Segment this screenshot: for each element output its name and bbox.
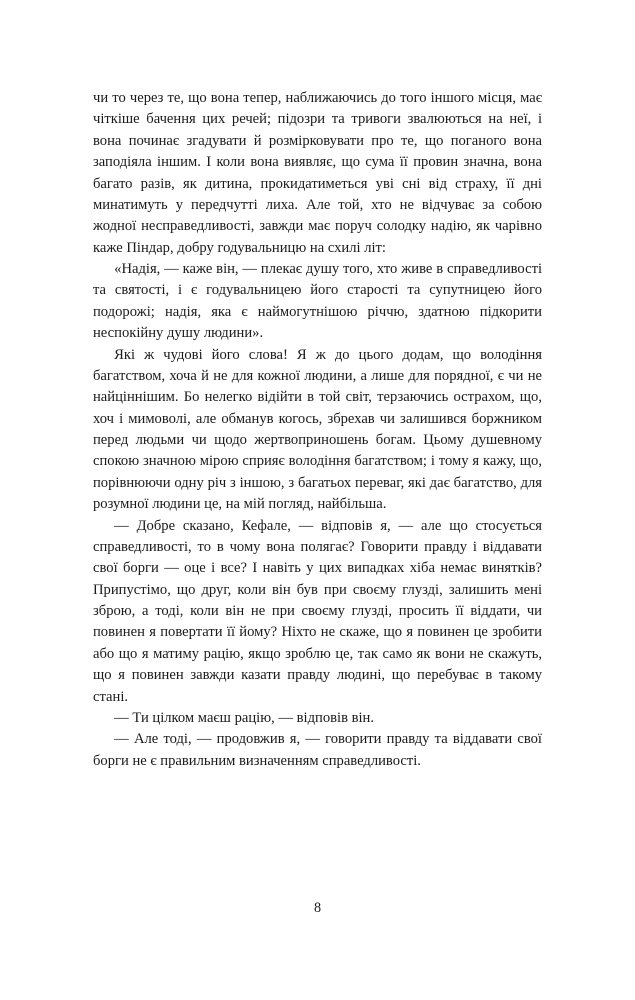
- paragraph: чи то через те, що вона тепер, наближаючись до того іншого місця, має чіткіше бачення цих речей; підозри та тривоги звалюються на неї, і вона починає згадувати й розмірковувати про те, що поганого вона заподіяла іншим. І коли вона виявляє, що сума її провин значна, вона багато разів, як дитина, прокидатиметься уві сні від страху, її дні минатимуть у передчутті лиха. Але той, хто не відчуває за собою жодної несправедливості, завжди має поруч солодку надію, як чарівно каже Піндар, добру годувальницю на схилі літ:: [93, 90, 542, 256]
- page-body-text: [93, 88, 542, 772]
- paragraph: — Добре сказано, Кефале, — відповів я, — але що стосується справедливості, то в чому вона полягає? Говорити правду і віддавати свої борги — оце і все? І навіть у цих випадках хіба немає винятків? Припустімо, що друг, коли він був при своєму глузді, залишить мені зброю, а тоді, коли він не при своєму глузді, просить її віддати, чи повинен я повертати її йому? Ніхто не скаже, що я повинен це зробити або що я матиму рацію, якщо зроблю це, так само як вони не скажуть, що я повинен завжди казати правду людині, що перебуває в такому стані.: [93, 517, 542, 705]
- page-number: 8: [313, 900, 322, 916]
- paragraph: «Надія, — каже він, — плекає душу того, хто живе в справедливості та святості, і є годувальницею його старості та супутницею його подорожі; надія, яка є наймогутнішою річчю, здатною підкорити неспокійну душу людини».: [93, 261, 542, 342]
- paragraph: — Але тоді, — продовжив я, — говорити правду та віддавати свої борги не є правильним визначенням справедливості.: [93, 731, 542, 769]
- paragraph: Які ж чудові його слова! Я ж до цього додам, що володіння багатством, хоча й не для кожної людини, а лише для порядної, є чи не найціннішим. Бо нелегко відійти в той світ, терзаючись острахом, що, хоч і мимоволі, але обманув когось, збрехав чи залишився боржником перед людьми чи щодо жертвоприношень богам. Цьому душевному спокою значною мірою сприяє володіння багатством; і тому я кажу, що, порівнюючи одну річ з іншою, з багатьох переваг, які дає багатство, для розумної людини це, на мій погляд, найбільша.: [93, 346, 542, 513]
- paragraph: — Ти цілком маєш рацію, — відповів він.: [114, 709, 375, 726]
